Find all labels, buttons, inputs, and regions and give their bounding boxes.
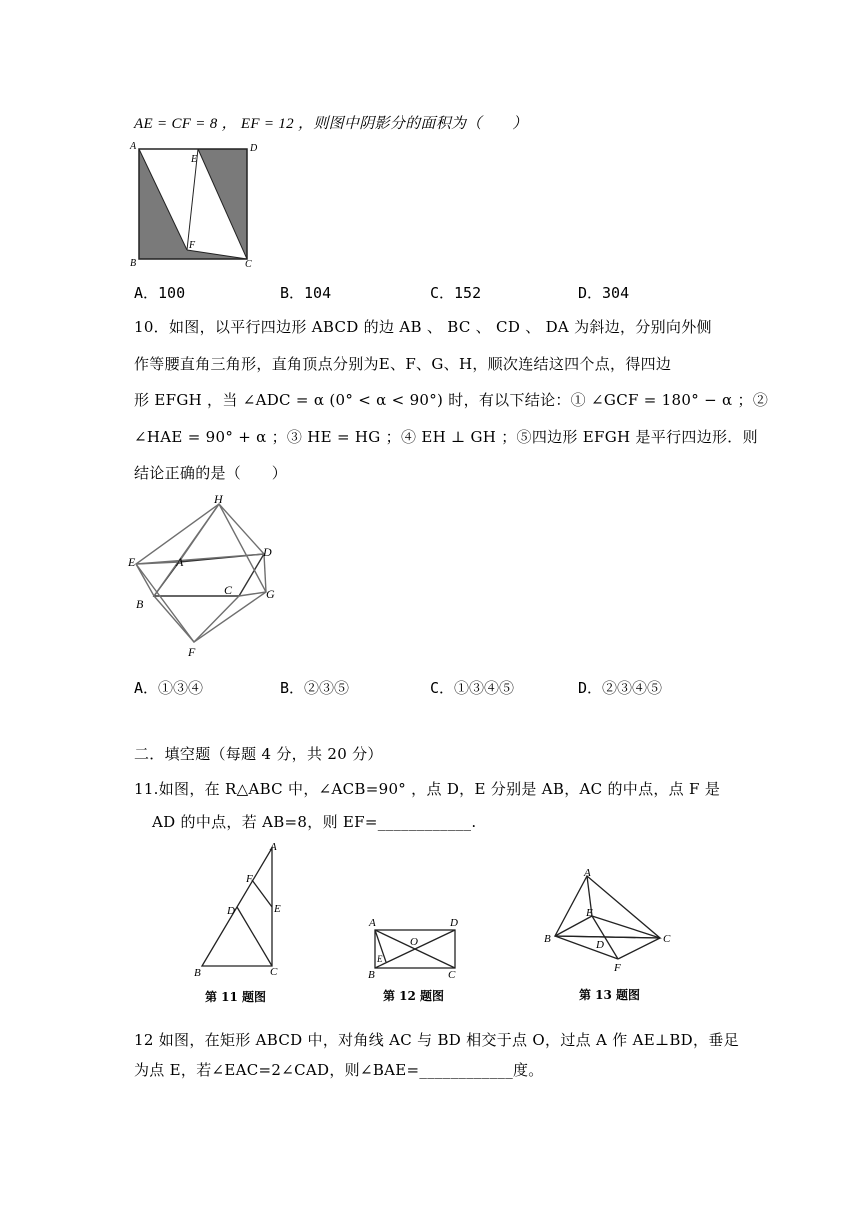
fig12-caption: 第 12 题图 <box>383 989 445 1003</box>
q9-label-e: E <box>191 154 198 165</box>
fig12 <box>364 912 466 978</box>
fig12-label-c: C <box>448 969 456 978</box>
fig12-label-o: O <box>410 936 418 948</box>
q10-figure <box>126 492 286 658</box>
q9-label-c: C <box>245 259 252 268</box>
q9-option-b[interactable]: B．104 <box>280 284 332 302</box>
fig12-label-b: B <box>368 969 375 978</box>
q10-label-f: F <box>188 645 196 658</box>
q9-option-d[interactable]: D．304 <box>578 284 630 302</box>
q9-label-b: B <box>130 258 137 268</box>
q9-label-a: A <box>130 141 137 152</box>
fig12-label-a: A <box>369 917 376 929</box>
q10-label-g: G <box>266 587 275 601</box>
q11-line-1: 11.如图，在 R△ABC 中，∠ACB=90° ，点 D，E 分别是 AB，AC 的中点，点 F 是 <box>134 780 721 798</box>
fig11-label-c: C <box>270 966 278 978</box>
q9-option-a[interactable]: A．100 <box>134 284 186 302</box>
q11-line-2: AD 的中点，若 AB=8，则 EF=____________. <box>152 813 477 831</box>
fig11-label-d: D <box>227 905 235 917</box>
q10-line-4: ∠HAE = 90° + α ；③ HE = HG ；④ EH ⊥ GH ；⑤四边形 EFGH 是平行四边形．则 <box>134 428 758 446</box>
fig11-label-e: E <box>274 903 281 915</box>
fig13-caption: 第 13 题图 <box>579 988 641 1002</box>
fig13 <box>540 864 680 982</box>
q12-line-2: 为点 E，若∠EAC=2∠CAD，则∠BAE=____________度。 <box>134 1061 544 1079</box>
q9-label-f: F <box>189 240 196 251</box>
q12-line-1: 12 如图，在矩形 ABCD 中，对角线 AC 与 BD 相交于点 O，过点 A 作 AE⊥BD，垂足 <box>134 1031 739 1049</box>
fig13-label-a: A <box>584 867 591 879</box>
q9-figure <box>128 138 258 268</box>
fig13-label-d: D <box>596 939 604 951</box>
q9-text: AE = CF = 8 ， EF = 12 ，则图中阴影分的面积为（ ） <box>134 116 528 132</box>
q10-line-5: 结论正确的是（ ） <box>134 464 288 482</box>
q10-label-e: E <box>128 555 136 569</box>
q9-label-d: D <box>250 143 258 154</box>
fig13-label-c: C <box>663 933 671 945</box>
fig13-label-f: F <box>614 962 621 974</box>
fig13-label-e: E <box>586 907 593 919</box>
q10-line-2: 作等腰直角三角形，直角顶点分别为E、F、G、H，顺次连结这四个点，得四边 <box>134 355 672 373</box>
q10-line-1: 10．如图，以平行四边形 ABCD 的边 AB 、 BC 、 CD 、 DA 为斜边，分别向外侧 <box>134 318 712 336</box>
fig12-label-e: E <box>377 954 383 964</box>
section-title: 二．填空题（每题 4 分，共 20 分） <box>134 745 383 763</box>
q10-label-h: H <box>214 492 223 506</box>
q10-label-c: C <box>224 583 233 597</box>
fig11-label-b: B <box>194 967 201 979</box>
fig11 <box>190 840 290 980</box>
q10-line-3: 形 EFGH ，当 ∠ADC = α (0° < α < 90°) 时，有以下结论：① ∠GCF = 180° − α ；② <box>134 391 769 409</box>
q10-option-d[interactable]: D．②③④⑤ <box>578 679 663 697</box>
q10-option-b[interactable]: B．②③⑤ <box>280 679 350 697</box>
fig11-caption: 第 11 题图 <box>205 990 267 1004</box>
q10-label-d: D <box>263 545 272 559</box>
q10-label-b: B <box>136 597 144 611</box>
fig11-label-a: A <box>270 841 277 853</box>
fig13-label-b: B <box>544 933 551 945</box>
fig11-label-f: F <box>246 873 253 885</box>
fig12-label-d: D <box>450 917 458 929</box>
q9-option-c[interactable]: C．152 <box>430 284 482 302</box>
q10-option-a[interactable]: A．①③④ <box>134 679 204 697</box>
q10-option-c[interactable]: C．①③④⑤ <box>430 679 515 697</box>
q10-label-a: A <box>176 555 184 569</box>
